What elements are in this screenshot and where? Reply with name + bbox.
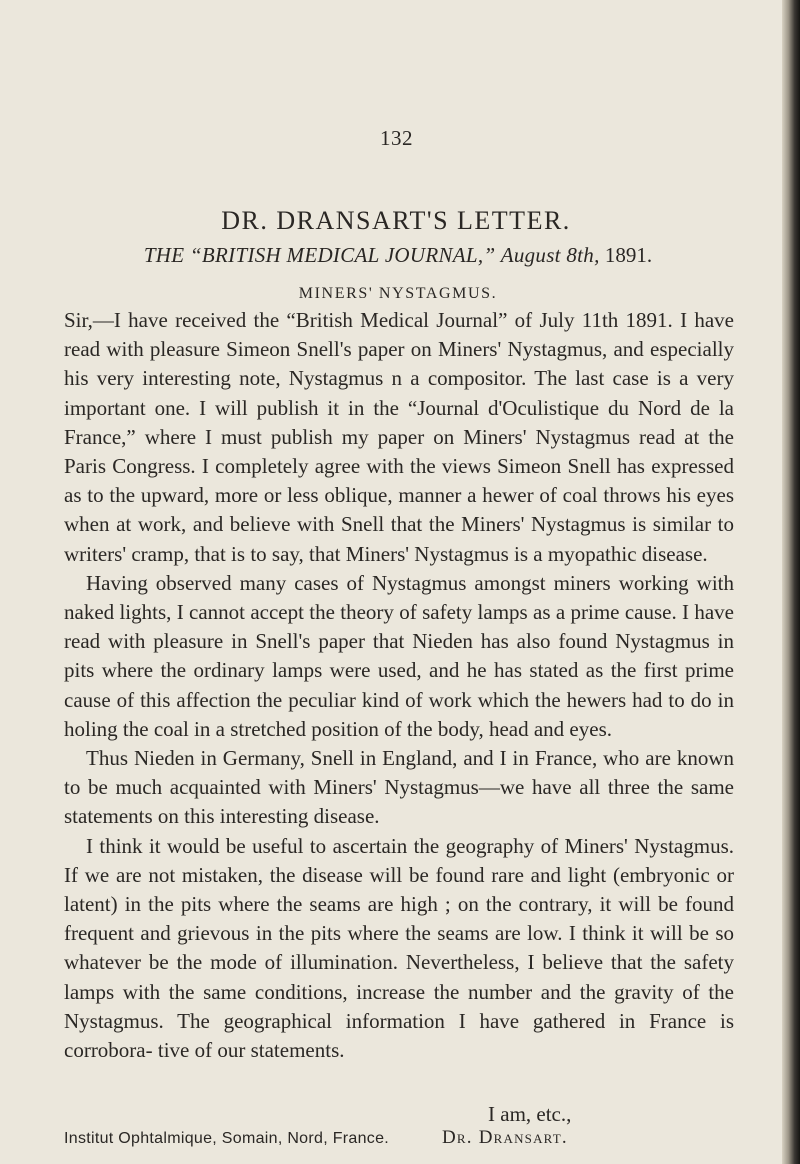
paragraph: I think it would be useful to ascertain the geography of Miners' Nystagmus. If we are not mistaken, the disease will be found rare and light (embryonic or latent) in the pits where the seams are high ; on the contrary, it will be found frequent and grievous in the pits where the seams are low. I think it will be so whatever be the mode of illumination. Nevertheless, I believe that the safety lamps with the same conditions, increase the number and the gravity of the Nystagmus. The geographical information I have gathered in France is corrobora- tive of our statements. [64, 833, 734, 1063]
page-number: 132 [380, 126, 413, 150]
page-edge-shadow [782, 0, 800, 1164]
source-line [64, 243, 732, 268]
letter-body [64, 306, 734, 1065]
paragraph: Having observed many cases of Nystagmus amongst miners working with naked lights, I cannot accept the theory of safety lamps as a prime cause. I have read with pleasure in Snell's paper that Nieden has also found Nystagmus in pits where the ordinary lamps were used, and he has stated as the first prime cause of this affection the peculiar kind of work which the hewers had to do in holing the coal in a stretched position of the body, head and eyes. [64, 570, 734, 741]
paragraph: Thus Nieden in Germany, Snell in England, and I in France, who are known to be much acquainted with Miners' Nystagmus—we have all three the same statements on this interesting disease. [64, 746, 734, 829]
letter-title: DR. DRANSART'S LETTER. [221, 206, 571, 235]
paragraph: Sir,—I have received the “British Medical Journal” of July 11th 1891. I have read with pleasure Simeon Snell's paper on Miners' Nystagmus, and especially his very interesting note, Nystagmus n a compositor. The last case is a very important one. I will publish it in the “Journal d'Oculistique du Nord de la France,” where I must publish my paper on Miners' Nystagmus read at the Paris Congress. I completely agree with the views Simeon Snell has expressed as to the upward, more or less oblique, manner a hewer of coal throws his eyes when at work, and believe with Snell that the Miners' Nystagmus is similar to writers' cramp, that is to say, that Miners' Nystagmus is a myopathic disease. [64, 308, 734, 566]
journal-name: THE “BRITISH MEDICAL JOURNAL,” [143, 243, 496, 267]
closing-salutation: I am, etc., [488, 1102, 572, 1126]
institution-address: Institut Ophtalmique, Somain, Nord, France. [64, 1130, 390, 1147]
publication-year: 1891. [604, 243, 653, 267]
publication-date: August 8th, [500, 243, 600, 267]
signature: Dr. Dransart. [442, 1127, 568, 1148]
subject-heading: MINERS' NYSTAGMUS. [298, 285, 498, 302]
